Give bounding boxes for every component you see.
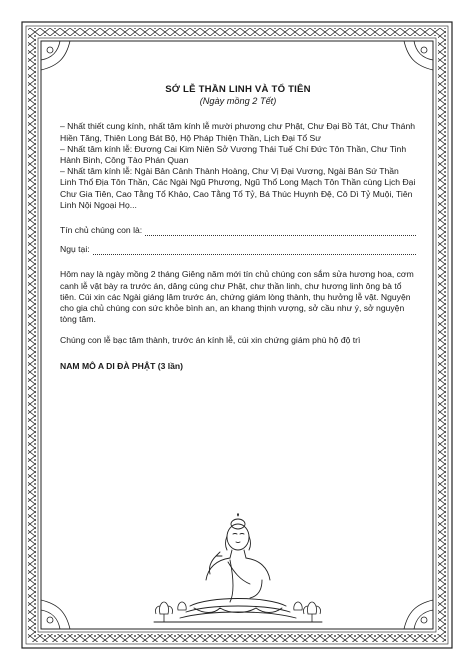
buddha-illustration — [150, 510, 326, 626]
address-field-row — [60, 244, 416, 255]
closing-paragraph: Chúng con lễ bạc tâm thành, trước án kính lễ, cúi xin chứng giám phù hộ độ trì — [60, 335, 361, 346]
body-paragraph: Hôm nay là ngày mồng 2 tháng Giêng năm mới tín chủ chúng con sắm sửa hương hoa, cơm canh lễ vật bày ra trước án, dâng cúng chư Phật, chư thần linh, chư hương linh ông bà tổ tiên. Cúi xin các Ngài giáng lâm trước án, chứng giám lòng thành, thụ hưởng lễ vật. Nguyện cho gia chủ chúng con sức khỏe bình an, an khang thịnh vượng, sở cầu như ý, sở nguyện tòng tâm. — [60, 269, 414, 325]
name-field-blank[interactable] — [145, 226, 416, 236]
corner-ornament-bottom-left — [41, 600, 70, 629]
corner-ornament-top-left — [41, 41, 70, 70]
address-field-label: Ngụ tại: — [60, 244, 90, 255]
invocation-1: – Nhất thiết cung kính, nhất tâm kính lễ mười phương chư Phật, Chư Đại Bồ Tát, Chư Thánh Hiền Tăng, Thiên Long Bát Bộ, Hộ Pháp Thiện Thần, Lịch Đại Tổ Sư — [60, 121, 416, 143]
corner-ornament-top-right — [404, 41, 433, 70]
name-field-label: Tín chủ chúng con là: — [60, 225, 143, 236]
address-field-blank[interactable] — [93, 245, 416, 255]
name-field-row — [60, 225, 416, 236]
document-title: SỚ LỄ THẦN LINH VÀ TỔ TIÊN — [165, 84, 311, 95]
final-invocation: NAM MÔ A DI ĐÀ PHẬT (3 lần) — [60, 360, 184, 371]
document-subtitle: (Ngày mồng 2 Tết) — [199, 96, 277, 107]
corner-ornament-bottom-right — [404, 600, 433, 629]
invocation-3: – Nhất tâm kính lễ: Ngài Bản Cảnh Thành Hoàng, Chư Vị Đại Vương, Ngài Bản Sứ Thần Linh Thổ Địa Tôn Thần, Các Ngài Ngũ Phương, Ngũ Thổ Long Mạch Tôn Thần cùng Lịch Đại Chư Gia Tiên, Cao Tằng Tổ Khảo, Cao Tằng Tổ Tỷ, Bá Thúc Huynh Đệ, Cô Dì Tỷ Muội, Tiên Linh Nội Ngoại Họ... — [60, 166, 416, 210]
document-body — [60, 84, 416, 372]
invocation-2: – Nhất tâm kính lễ: Đương Cai Kim Niên Sở Vương Thái Tuế Chí Đức Tôn Thần, Chư Tinh Hành Binh, Công Tào Phán Quan — [60, 143, 407, 166]
